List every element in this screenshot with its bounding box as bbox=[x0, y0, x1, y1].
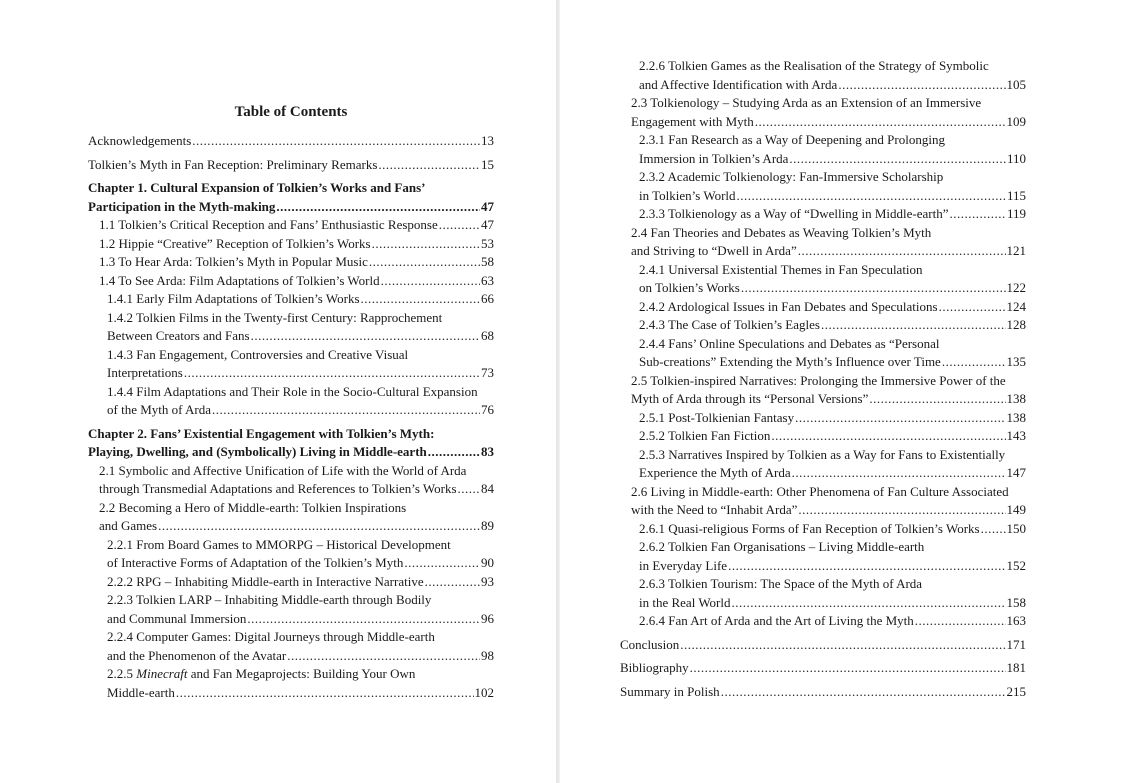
toc-entry-text: 2.5.2 Tolkien Fan Fiction bbox=[639, 428, 771, 443]
toc-entry bbox=[88, 462, 494, 499]
toc-page-number: 68 bbox=[481, 328, 494, 343]
toc-entry-line: 2.4 Fan Theories and Debates as Weaving Tolkien’s Myth bbox=[631, 224, 932, 240]
toc-entry bbox=[88, 665, 494, 702]
toc-leader-dots bbox=[458, 480, 480, 499]
toc-entry-text: 2.2.5 bbox=[107, 666, 137, 681]
toc-entry-last-line bbox=[620, 636, 1026, 655]
toc-leader-dots bbox=[378, 156, 480, 175]
toc-entry-line: Chapter 2. Fans’ Existential Engagement with Tolkien’s Myth: bbox=[88, 425, 435, 441]
toc-leader-dots bbox=[361, 290, 481, 309]
toc-entry-last-line bbox=[107, 401, 494, 420]
toc-entry bbox=[620, 57, 1026, 94]
toc-page-number: 119 bbox=[1006, 206, 1026, 221]
toc-entry-last-line bbox=[99, 216, 494, 235]
toc-entry bbox=[88, 383, 494, 420]
toc-entry-line: 2.2.4 Computer Games: Digital Journeys through Middle-earth bbox=[107, 629, 435, 644]
toc-entry-last-line bbox=[639, 353, 1026, 372]
toc-leader-dots bbox=[690, 659, 1006, 678]
toc-entry-text: 1.4.1 Early Film Adaptations of Tolkien’s Works bbox=[107, 291, 360, 306]
toc-leader-dots bbox=[251, 327, 480, 346]
toc-leader-dots bbox=[381, 272, 480, 291]
toc-entry bbox=[620, 261, 1026, 298]
toc-leader-dots bbox=[428, 443, 480, 462]
toc-entry-text: 2.5.1 Post-Tolkienian Fantasy bbox=[639, 409, 795, 425]
toc-entry-text: 2.2.2 RPG – Inhabiting Middle-earth in Interactive Narrative bbox=[107, 573, 424, 589]
toc-entry-last-line bbox=[107, 647, 494, 666]
toc-entry-text: Between Creators and Fans bbox=[107, 328, 250, 343]
toc-entry-line: 2.5 Tolkien-inspired Narratives: Prolonging the Immersive Power of the bbox=[631, 372, 1006, 388]
toc-entry bbox=[620, 205, 1026, 224]
toc-entry bbox=[620, 446, 1026, 483]
toc-entry-line: 2.2.3 Tolkien LARP – Inhabiting Middle-earth through Bodily bbox=[107, 592, 432, 607]
toc-page-number: 138 bbox=[1006, 409, 1026, 425]
toc-entry-line: 1.4.4 Film Adaptations and Their Role in the Socio-Cultural Expansion bbox=[107, 383, 478, 399]
toc-leader-dots bbox=[680, 636, 1005, 655]
toc-entry-last-line bbox=[639, 464, 1026, 483]
toc-entry-line: 2.4.1 Universal Existential Themes in Fan Speculation bbox=[639, 261, 923, 277]
toc-entry-text: in Tolkien’s World bbox=[639, 187, 736, 203]
toc-entry bbox=[88, 499, 494, 536]
toc-entry-last-line bbox=[639, 205, 1026, 224]
toc-entry bbox=[88, 425, 494, 462]
toc-entry-text: Bibliography bbox=[620, 660, 689, 675]
toc-page-number: 76 bbox=[481, 402, 494, 417]
toc-leader-dots bbox=[771, 427, 1005, 446]
toc-entry bbox=[620, 575, 1026, 612]
toc-leader-dots bbox=[158, 517, 480, 536]
toc-entry bbox=[620, 298, 1026, 317]
toc-entry-text: on Tolkien’s Works bbox=[639, 280, 740, 295]
toc-page-number: 215 bbox=[1006, 683, 1026, 699]
toc-entry bbox=[620, 409, 1026, 428]
toc-entry-text: Immersion in Tolkien’s Arda bbox=[639, 150, 789, 166]
toc-entry-line: 2.3 Tolkienology – Studying Arda as an Extension of an Immersive bbox=[631, 95, 982, 110]
toc-entry-last-line bbox=[639, 557, 1026, 576]
toc-entry bbox=[88, 272, 494, 291]
toc-page-number: 98 bbox=[481, 647, 494, 663]
toc-entry-text: Conclusion bbox=[620, 636, 680, 652]
toc-entry-line: 2.3.2 Academic Tolkienology: Fan-Immersive Scholarship bbox=[639, 169, 944, 184]
toc-leader-dots bbox=[942, 353, 1006, 372]
toc-entry-last-line bbox=[631, 390, 1026, 409]
toc-entry-last-line bbox=[620, 683, 1026, 702]
toc-leader-dots bbox=[741, 279, 1006, 298]
toc-entry-text: and Striving to “Dwell in Arda” bbox=[631, 243, 797, 258]
toc-page-number: 13 bbox=[481, 133, 494, 148]
toc-page-number: 163 bbox=[1006, 613, 1026, 628]
toc-entry-text: Myth of Arda through its “Personal Versions” bbox=[631, 391, 869, 406]
toc-entry-last-line bbox=[107, 610, 494, 629]
toc-page-number: 128 bbox=[1006, 317, 1026, 332]
toc-entry-last-line bbox=[99, 235, 494, 254]
toc-entry-last-line bbox=[99, 517, 494, 536]
toc-entry-line: 2.6 Living in Middle-earth: Other Phenomena of Fan Culture Associated bbox=[631, 483, 1009, 499]
toc-entry bbox=[88, 346, 494, 383]
toc-entry-text: with the Need to “Inhabit Arda” bbox=[631, 502, 798, 517]
toc-entry bbox=[620, 483, 1026, 520]
toc-entry-text: 2.6.4 Fan Art of Arda and the Art of Living the Myth bbox=[639, 613, 914, 628]
toc-entry bbox=[620, 316, 1026, 335]
toc-leader-dots bbox=[821, 316, 1006, 335]
toc-entry-last-line bbox=[631, 113, 1026, 132]
toc-entry-line: 2.5.3 Narratives Inspired by Tolkien as a Way for Fans to Existentially bbox=[639, 446, 1006, 462]
toc-entry-line bbox=[107, 665, 494, 684]
toc-page-number: 115 bbox=[1006, 187, 1026, 203]
toc-leader-dots bbox=[798, 242, 1006, 261]
toc-entry-last-line bbox=[107, 554, 494, 573]
toc-leader-dots bbox=[915, 612, 1006, 631]
toc-entry bbox=[620, 427, 1026, 446]
toc-leader-dots bbox=[939, 298, 1006, 317]
toc-leader-dots bbox=[869, 390, 1005, 409]
toc-entry-last-line bbox=[639, 520, 1026, 539]
toc-entry-text: and Communal Immersion bbox=[107, 610, 247, 626]
toc-entry bbox=[88, 290, 494, 309]
toc-entry bbox=[620, 335, 1026, 372]
toc-entry-last-line bbox=[107, 327, 494, 346]
toc-entry bbox=[620, 538, 1026, 575]
toc-page-number: 73 bbox=[481, 365, 494, 380]
toc-page-number: 147 bbox=[1006, 465, 1026, 480]
toc-entry-text: and Fan Megaprojects: Building Your Own bbox=[187, 666, 416, 681]
toc-leader-dots bbox=[276, 198, 480, 217]
toc-entry-last-line bbox=[639, 76, 1026, 95]
toc-entry-line: 1.4.3 Fan Engagement, Controversies and Creative Visual bbox=[107, 346, 409, 362]
toc-page-number: 96 bbox=[481, 610, 494, 626]
toc-page-number: 66 bbox=[481, 291, 494, 306]
toc-page-number: 102 bbox=[474, 684, 494, 700]
toc-page-number: 158 bbox=[1006, 594, 1026, 610]
toc-leader-dots bbox=[176, 684, 474, 703]
toc-entry-last-line bbox=[88, 132, 494, 151]
toc-leader-dots bbox=[728, 557, 1005, 576]
toc-entry-last-line bbox=[639, 316, 1026, 335]
toc-entry-line: 2.1 Symbolic and Affective Unification of Life with the World of Arda bbox=[99, 462, 467, 478]
toc-entry-text: and Games bbox=[99, 518, 158, 533]
toc-entry bbox=[620, 659, 1026, 678]
toc-leader-dots bbox=[792, 464, 1006, 483]
toc-title: Table of Contents bbox=[234, 104, 348, 120]
toc-leader-dots bbox=[439, 216, 480, 235]
toc-entry-text: 2.6.1 Quasi-religious Forms of Fan Reception of Tolkien’s Works bbox=[639, 520, 980, 536]
toc-entry-text: 1.2 Hippie “Creative” Reception of Tolkien’s Works bbox=[99, 235, 371, 251]
toc-page-number: 15 bbox=[481, 156, 494, 172]
toc-entry-text: through Transmedial Adaptations and References to Tolkien’s Works bbox=[99, 481, 457, 496]
toc-entry-line: 2.4.4 Fans’ Online Speculations and Debates as “Personal bbox=[639, 335, 940, 351]
toc-entry-text: Experience the Myth of Arda bbox=[639, 465, 791, 480]
toc-entry-last-line bbox=[107, 290, 494, 309]
toc-leader-dots bbox=[950, 205, 1006, 224]
toc-entry-last-line bbox=[639, 298, 1026, 317]
toc-entry bbox=[88, 216, 494, 235]
toc-page-number: 53 bbox=[481, 235, 494, 251]
toc-page-number: 109 bbox=[1006, 113, 1026, 129]
toc-entry-last-line bbox=[631, 501, 1026, 520]
toc-entry-text: Interpretations bbox=[107, 365, 183, 380]
toc-entry-text: Middle-earth bbox=[107, 684, 175, 700]
toc-entry-line: 1.4.2 Tolkien Films in the Twenty-first Century: Rapprochement bbox=[107, 309, 443, 325]
toc-entry-text: Summary in Polish bbox=[620, 683, 720, 699]
toc-entry-italic-text: Minecraft bbox=[136, 666, 188, 681]
toc-page-number: 84 bbox=[481, 481, 494, 496]
toc-entry-line: 2.2 Becoming a Hero of Middle-earth: Tolkien Inspirations bbox=[99, 499, 407, 515]
toc-entry-last-line bbox=[639, 409, 1026, 428]
toc-entry-text: Engagement with Myth bbox=[631, 113, 754, 129]
toc-entry-text: 2.4.3 The Case of Tolkien’s Eagles bbox=[639, 317, 820, 332]
toc-leader-dots bbox=[287, 647, 480, 666]
toc-entry-line: 2.2.6 Tolkien Games as the Realisation of the Strategy of Symbolic bbox=[639, 58, 989, 73]
toc-entry bbox=[88, 536, 494, 573]
toc-entry bbox=[88, 132, 494, 151]
toc-page-number: 47 bbox=[481, 198, 494, 214]
toc-leader-dots bbox=[732, 594, 1006, 613]
toc-leader-dots bbox=[798, 501, 1005, 520]
toc-entry-last-line bbox=[639, 279, 1026, 298]
toc-leader-dots bbox=[247, 610, 480, 629]
toc-leader-dots bbox=[184, 364, 480, 383]
toc-entry bbox=[88, 156, 494, 175]
toc-leader-dots bbox=[404, 554, 480, 573]
toc-leader-dots bbox=[755, 113, 1006, 132]
toc-entry-text: in Everyday Life bbox=[639, 557, 728, 573]
toc-entry-text: Sub-creations” Extending the Myth’s Influence over Time bbox=[639, 354, 941, 369]
toc-entry-last-line bbox=[107, 684, 494, 703]
toc-entry bbox=[620, 520, 1026, 539]
toc-entry-text: 1.1 Tolkien’s Critical Reception and Fans’ Enthusiastic Response bbox=[99, 217, 438, 232]
toc-entry bbox=[88, 573, 494, 592]
toc-page-number: 135 bbox=[1006, 354, 1026, 369]
toc-entry-last-line bbox=[107, 573, 494, 592]
toc-entry-line: 2.2.1 From Board Games to MMORPG – Historical Development bbox=[107, 536, 451, 552]
toc-entry bbox=[88, 235, 494, 254]
toc-entry bbox=[620, 168, 1026, 205]
toc-entry-text: of Interactive Forms of Adaptation of the Tolkien’s Myth bbox=[107, 555, 404, 570]
toc-entry-last-line bbox=[88, 156, 494, 175]
toc-page-number: 143 bbox=[1006, 428, 1026, 443]
toc-entry-last-line bbox=[99, 272, 494, 291]
toc-page-number: 110 bbox=[1006, 150, 1026, 166]
toc-entry-text: Playing, Dwelling, and (Symbolically) Living in Middle-earth bbox=[88, 444, 427, 459]
toc-leader-dots bbox=[795, 409, 1005, 428]
toc-entry-text: Tolkien’s Myth in Fan Reception: Preliminary Remarks bbox=[88, 156, 378, 172]
toc-page-number: 90 bbox=[481, 555, 494, 570]
toc-page-number: 105 bbox=[1006, 76, 1026, 92]
toc-entry bbox=[88, 628, 494, 665]
toc-entry bbox=[620, 683, 1026, 702]
toc-entry-text: Participation in the Myth-making bbox=[88, 198, 276, 214]
toc-entry-line: Chapter 1. Cultural Expansion of Tolkien’s Works and Fans’ bbox=[88, 180, 426, 195]
toc-page-number: 181 bbox=[1006, 660, 1026, 675]
toc-entry bbox=[620, 372, 1026, 409]
toc-leader-dots bbox=[212, 401, 480, 420]
toc-entry bbox=[620, 131, 1026, 168]
toc-entry-last-line bbox=[639, 150, 1026, 169]
toc-page-number: 83 bbox=[481, 444, 494, 459]
toc-page-number: 121 bbox=[1006, 243, 1026, 258]
toc-entry bbox=[620, 636, 1026, 655]
toc-page-number: 138 bbox=[1006, 391, 1026, 406]
toc-entry-last-line bbox=[639, 187, 1026, 206]
toc-page-number: 171 bbox=[1006, 636, 1026, 652]
toc-leader-dots bbox=[838, 76, 1005, 95]
toc-entry bbox=[88, 253, 494, 272]
toc-entry-last-line bbox=[631, 242, 1026, 261]
toc-leader-dots bbox=[721, 683, 1006, 702]
toc-entry-line: 2.6.3 Tolkien Tourism: The Space of the Myth of Arda bbox=[639, 576, 923, 591]
toc-entry-last-line bbox=[639, 612, 1026, 631]
toc-page-number: 63 bbox=[481, 272, 494, 288]
toc-leader-dots bbox=[981, 520, 1006, 539]
toc-page-number: 93 bbox=[481, 573, 494, 589]
toc-page-number: 89 bbox=[481, 518, 494, 533]
toc-entry-last-line bbox=[107, 364, 494, 383]
toc-entry-text: 1.3 To Hear Arda: Tolkien’s Myth in Popular Music bbox=[99, 254, 368, 269]
toc-entry bbox=[88, 179, 494, 216]
toc-entry-text: Acknowledgements bbox=[88, 133, 192, 148]
toc-entry-last-line bbox=[88, 443, 494, 462]
toc-entry-last-line bbox=[639, 427, 1026, 446]
toc-right-column bbox=[620, 57, 1026, 701]
toc-page-number: 150 bbox=[1006, 520, 1026, 536]
toc-leader-dots bbox=[369, 253, 480, 272]
toc-entry-text: in the Real World bbox=[639, 594, 731, 610]
toc-page-number: 149 bbox=[1006, 502, 1026, 517]
toc-entry bbox=[88, 309, 494, 346]
toc-entry bbox=[620, 224, 1026, 261]
toc-entry-text: 1.4 To See Arda: Film Adaptations of Tolkien’s World bbox=[99, 272, 380, 288]
toc-entry-text: and the Phenomenon of the Avatar bbox=[107, 647, 287, 663]
toc-leader-dots bbox=[192, 132, 480, 151]
toc-leader-dots bbox=[425, 573, 480, 592]
toc-page-number: 152 bbox=[1006, 557, 1026, 573]
toc-entry-line: 2.6.2 Tolkien Fan Organisations – Living Middle-earth bbox=[639, 539, 925, 554]
toc-entry-text: and Affective Identification with Arda bbox=[639, 76, 838, 92]
toc-page-number: 122 bbox=[1006, 280, 1026, 295]
toc-page-number: 47 bbox=[481, 217, 494, 232]
toc-entry-line: 2.3.1 Fan Research as a Way of Deepening and Prolonging bbox=[639, 132, 945, 147]
toc-entry-last-line bbox=[620, 659, 1026, 678]
toc-entry-text: of the Myth of Arda bbox=[107, 402, 211, 417]
toc-entry bbox=[620, 612, 1026, 631]
toc-entry-last-line bbox=[639, 594, 1026, 613]
toc-page-number: 58 bbox=[481, 254, 494, 269]
toc-left-column bbox=[88, 132, 494, 702]
toc-leader-dots bbox=[372, 235, 480, 254]
toc-leader-dots bbox=[789, 150, 1006, 169]
toc-entry bbox=[620, 94, 1026, 131]
toc-entry-text: 2.3.3 Tolkienology as a Way of “Dwelling in Middle-earth” bbox=[639, 206, 949, 221]
toc-page-number: 124 bbox=[1006, 298, 1026, 314]
toc-entry-last-line bbox=[99, 480, 494, 499]
toc-leader-dots bbox=[737, 187, 1006, 206]
toc-entry-text: 2.4.2 Ardological Issues in Fan Debates and Speculations bbox=[639, 298, 938, 314]
toc-entry-last-line bbox=[88, 198, 494, 217]
toc-entry-last-line bbox=[99, 253, 494, 272]
toc-entry bbox=[88, 591, 494, 628]
